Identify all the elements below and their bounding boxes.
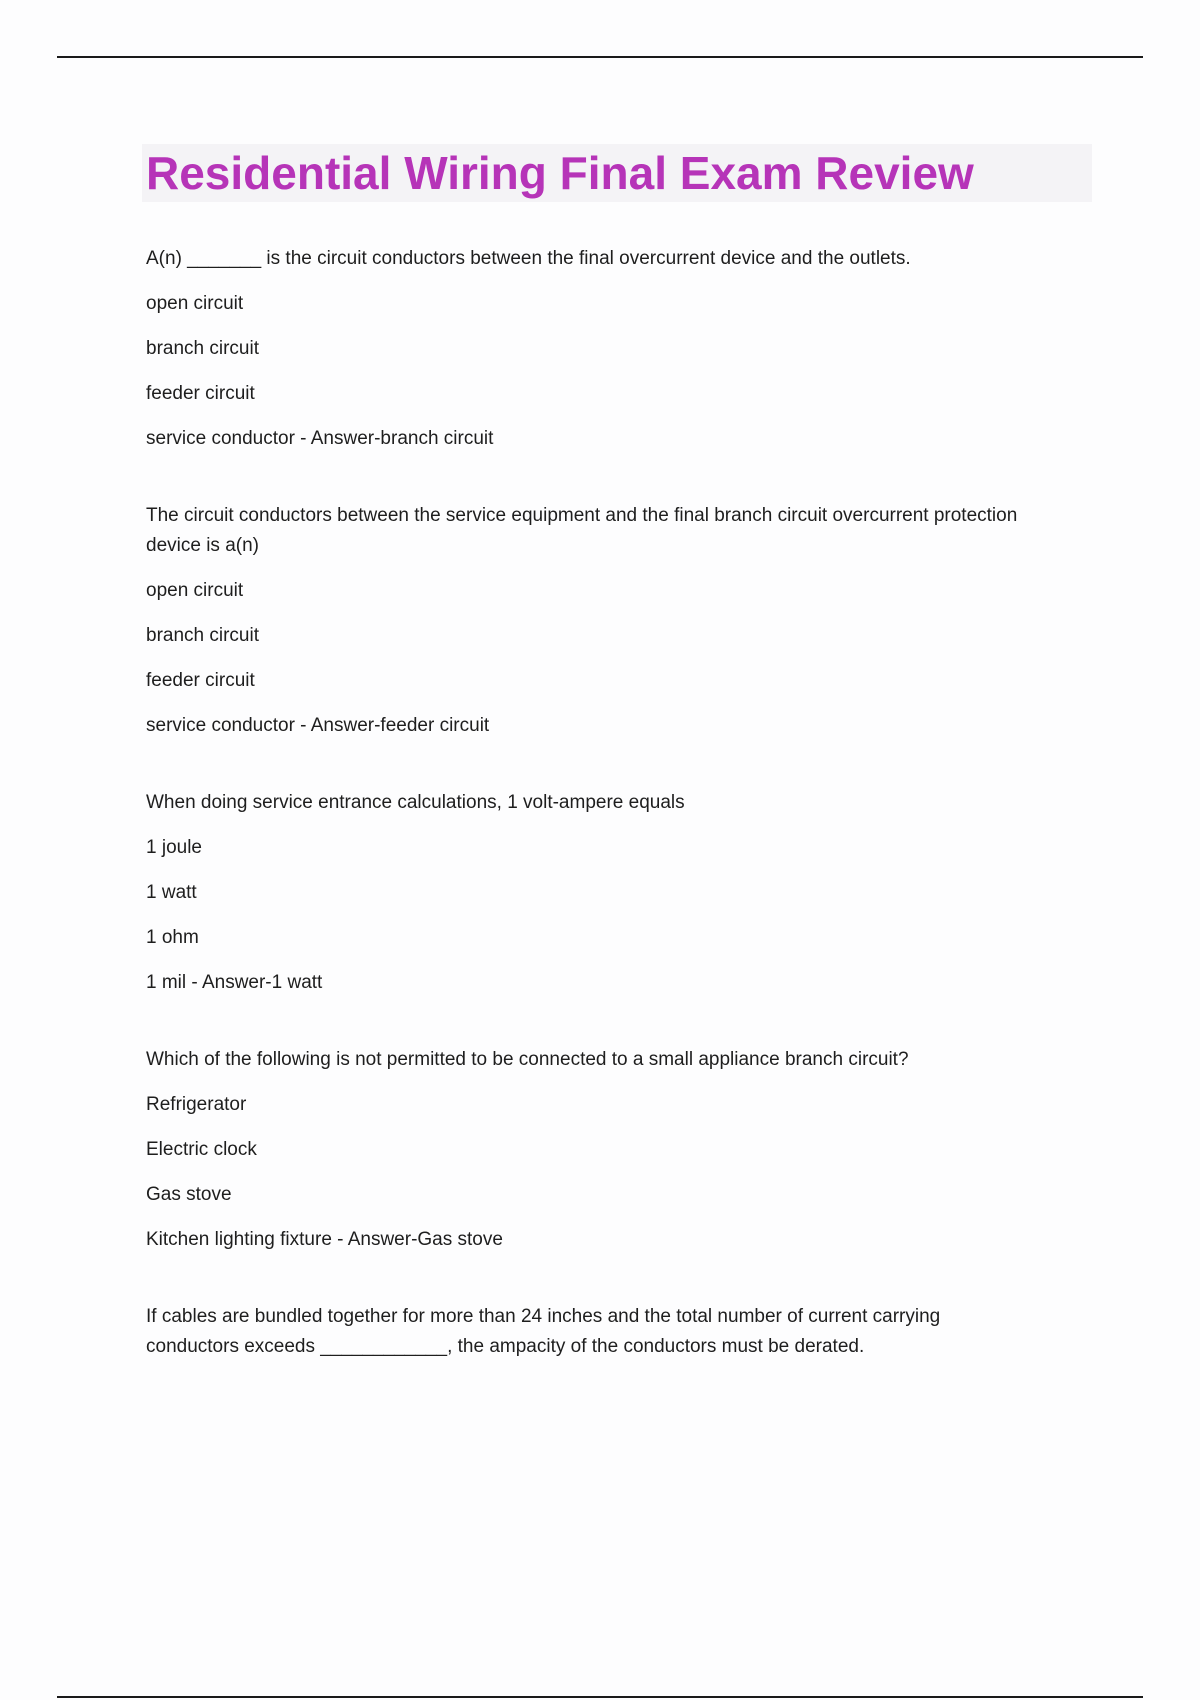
footer-rule — [57, 1696, 1143, 1698]
answer-option: Electric clock — [146, 1139, 257, 1160]
answer-option: 1 joule — [146, 837, 202, 858]
answer-option: 1 ohm — [146, 927, 199, 948]
answer-option: open circuit — [146, 293, 244, 314]
question-block — [146, 1045, 1036, 1255]
document-title: Residential Wiring Final Exam Review — [146, 147, 974, 199]
question-text: A(n) _______ is the circuit conductors between the final overcurrent device and the outlets. — [146, 248, 911, 269]
answer-option: 1 mil - Answer-1 watt — [146, 972, 323, 993]
question-block — [146, 244, 1036, 454]
question-list — [146, 244, 1036, 1409]
question-text: If cables are bundled together for more than 24 inches and the total number of current carrying conductors exceeds ____________, the ampacity of the conductors must be derated. — [146, 1306, 941, 1357]
answer-option: feeder circuit — [146, 383, 255, 404]
answer-option: open circuit — [146, 580, 244, 601]
answer-option: Refrigerator — [146, 1094, 247, 1115]
question-text: Which of the following is not permitted to be connected to a small appliance branch circuit? — [146, 1049, 909, 1070]
question-text: The circuit conductors between the service equipment and the final branch circuit overcurrent protection device is a(n) — [146, 505, 1018, 556]
question-text: When doing service entrance calculations, 1 volt-ampere equals — [146, 792, 685, 813]
question-block — [146, 1302, 1036, 1362]
answer-option: Gas stove — [146, 1184, 232, 1205]
answer-option: branch circuit — [146, 625, 259, 646]
answer-option: service conductor - Answer-feeder circuit — [146, 715, 490, 736]
header-rule — [57, 56, 1143, 58]
answer-option: 1 watt — [146, 882, 197, 903]
answer-option: feeder circuit — [146, 670, 255, 691]
question-block — [146, 501, 1036, 741]
question-block — [146, 788, 1036, 998]
answer-option: branch circuit — [146, 338, 259, 359]
answer-option: service conductor - Answer-branch circuit — [146, 428, 494, 449]
answer-option: Kitchen lighting fixture - Answer-Gas stove — [146, 1229, 503, 1250]
